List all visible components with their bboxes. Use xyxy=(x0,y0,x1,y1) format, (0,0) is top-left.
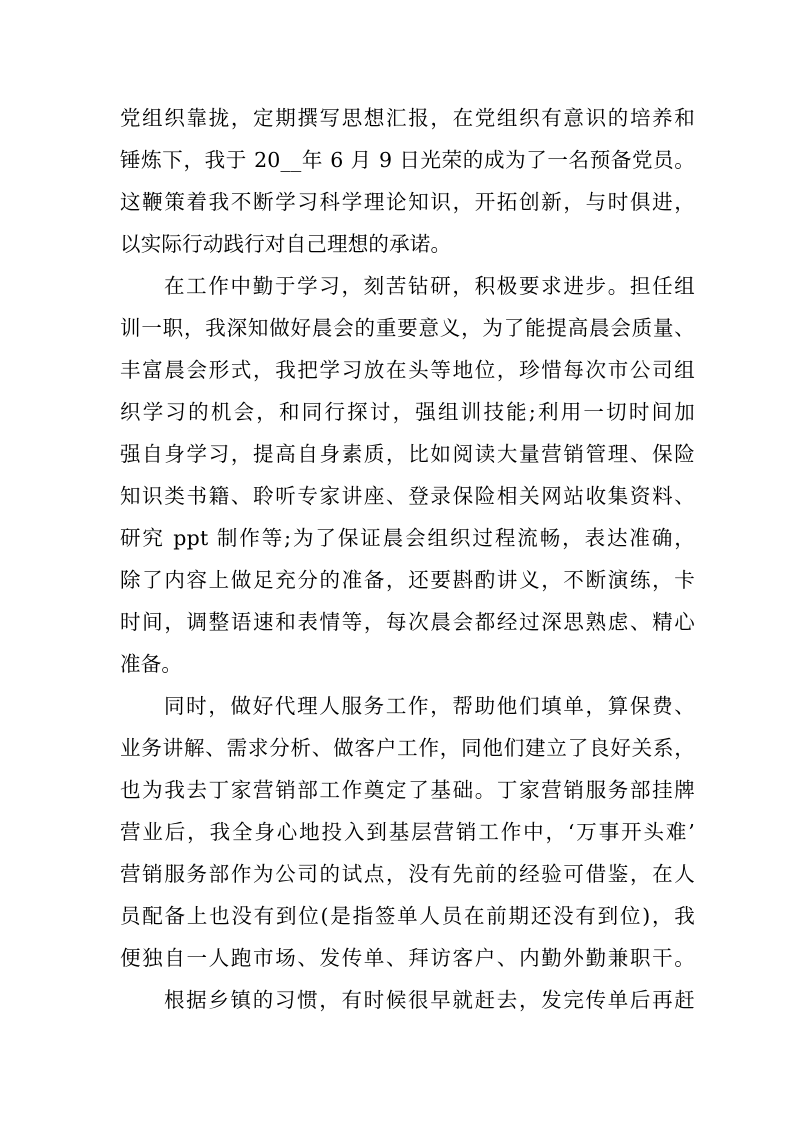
text-line: 时间，调整语速和表情等，每次晨会都经过深思熟虑、精心 xyxy=(120,610,695,634)
text-line: 以实际行动践行对自己理想的承诺。 xyxy=(120,232,452,256)
text-line: 员配备上也没有到位(是指签单人员在前期还没有到位)，我 xyxy=(120,904,695,928)
text-line: 党组织靠拢，定期撰写思想汇报，在党组织有意识的培养和 xyxy=(120,106,695,130)
text-line: 锤炼下，我于 20__年 6 月 9 日光荣的成为了一名预备党员。 xyxy=(120,148,695,172)
text-line: 训一职，我深知做好晨会的重要意义，为了能提高晨会质量、 xyxy=(120,316,695,340)
text-line: 除了内容上做足充分的准备，还要斟酌讲义，不断演练，卡 xyxy=(120,568,695,592)
text-line: 这鞭策着我不断学习科学理论知识，开拓创新，与时俱进， xyxy=(120,190,695,214)
text-line: 准备。 xyxy=(120,652,183,676)
text-line: 织学习的机会，和同行探讨，强组训技能;利用一切时间加 xyxy=(120,400,695,424)
text-line: 也为我去丁家营销部工作奠定了基础。丁家营销服务部挂牌 xyxy=(120,778,695,802)
paragraph-first-line: 在工作中勤于学习，刻苦钻研，积极要求进步。担任组 xyxy=(164,274,695,298)
text-line: 丰富晨会形式，我把学习放在头等地位，珍惜每次市公司组 xyxy=(120,358,695,382)
text-line: 营业后，我全身心地投入到基层营销工作中，‘万事开头难’ xyxy=(120,820,695,844)
text-line: 强自身学习，提高自身素质，比如阅读大量营销管理、保险 xyxy=(120,442,695,466)
paragraph-first-line: 同时，做好代理人服务工作，帮助他们填单，算保费、 xyxy=(164,694,695,718)
text-line: 便独自一人跑市场、发传单、拜访客户、内勤外勤兼职干。 xyxy=(120,946,695,970)
paragraph-first-line: 根据乡镇的习惯，有时候很早就赶去，发完传单后再赶 xyxy=(164,988,695,1012)
text-line: 营销服务部作为公司的试点，没有先前的经验可借鉴，在人 xyxy=(120,862,695,886)
text-line: 业务讲解、需求分析、做客户工作，同他们建立了良好关系， xyxy=(120,736,695,760)
text-line: 研究 ppt 制作等;为了保证晨会组织过程流畅，表达准确， xyxy=(120,526,695,550)
text-line: 知识类书籍、聆听专家讲座、登录保险相关网站收集资料、 xyxy=(120,484,695,508)
